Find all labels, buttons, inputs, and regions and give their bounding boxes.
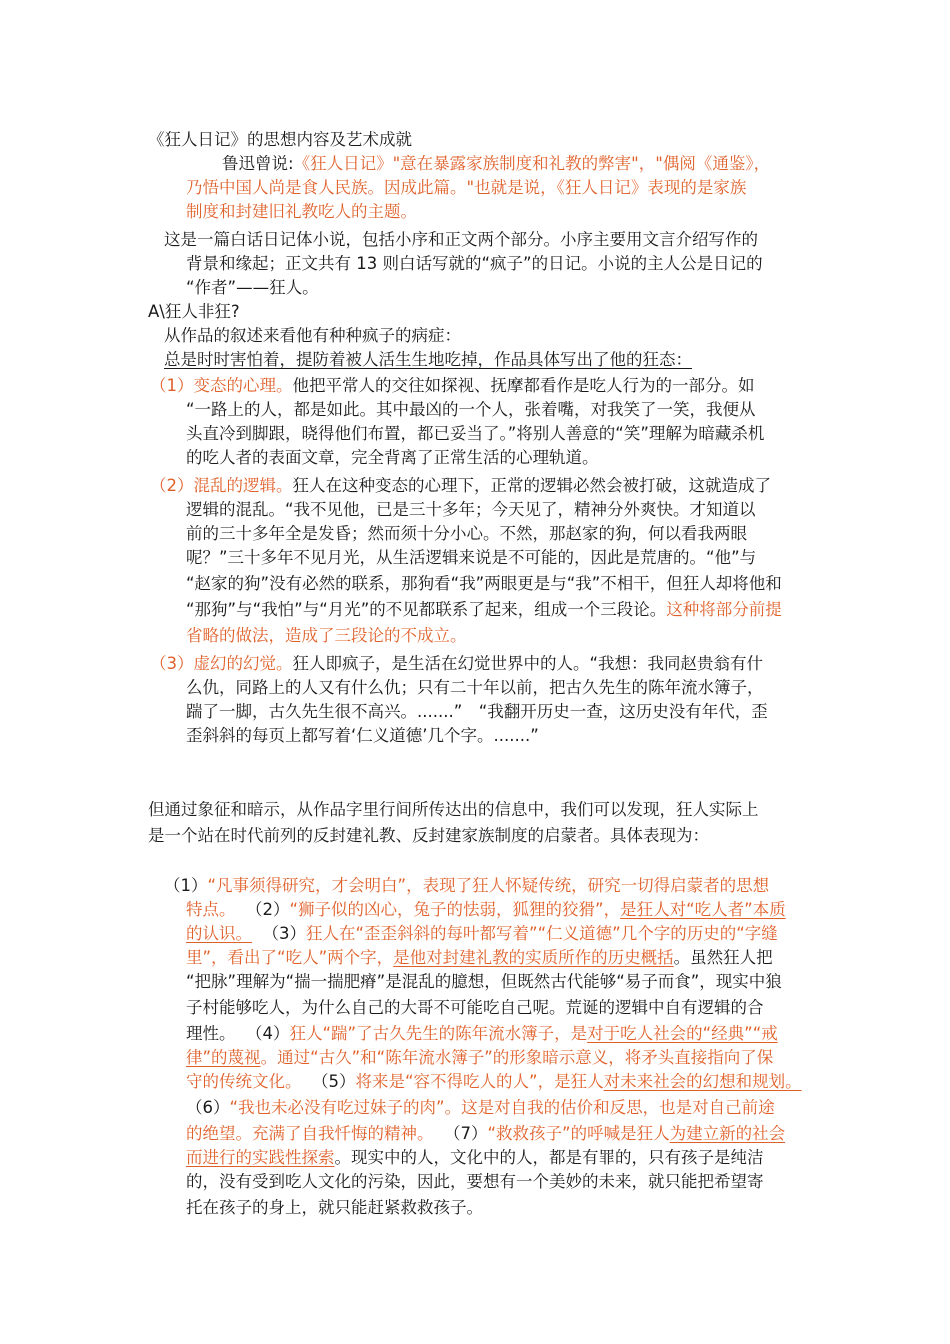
intro-line-3: 制度和封建旧礼教吃人的主题。 [186,202,417,221]
section-heading-a: A\狂人非狂? [148,302,240,321]
point-line-13: 的，没有受到吃人文化的污染，因此，要想有一个美妙的未来，就只能把希望寄 [186,1172,764,1191]
conclusion-line-2: 是一个站在时代前列的反封建礼教、反封建家族制度的启蒙者。具体表现为： [148,826,709,845]
item1-line-2: “一路上的人，都是如此。其中最凶的一个人，张着嘴，对我笑了一笑，我便从 [186,400,756,419]
point-line-6: 子村能够吃人，为什么自己的大哥不可能吃自己呢。荒诞的逻辑中自有逻辑的合 [186,998,764,1017]
item1-label: （1）变态的心理。 [150,376,293,395]
point-line-5: “把脉”理解为“揣一揣肥瘠”是混乱的臆想，但既然古代能够“易子而食”，现实中狼 [186,972,782,991]
item3-line-3: 踹了一脚，古久先生很不高兴。.......” “我翻开历史一查，这历史没有年代，歪 [186,702,768,721]
intro-quote-1: 《狂人日记》"意在暴露家族制度和礼教的弊害"，"偶阅《通鉴》， [293,154,771,173]
item2-label: （2）混乱的逻辑。 [150,476,293,495]
item2-line-5: “赵家的狗”没有必然的联系，那狗看“我”两眼更是与“我”不相干，但狂人却将他和 [186,574,782,593]
symptoms-intro: 从作品的叙述来看他有种种疯子的病症： [164,326,461,345]
overview-line-3: “作者”——狂人。 [186,278,319,297]
item3-line-2: 么仇，同路上的人又有什么仇；只有二十年以前，把古久先生的陈年流水簿子， [186,678,764,697]
item2-line-3: 前的三十多年全是发昏；然而须十分小心。不然，那赵家的狗，何以看我两眼 [186,524,747,543]
item2-line-7: 省略的做法，造成了三段论的不成立。 [186,626,467,645]
overview-line-1: 这是一篇白话日记体小说，包括小序和正文两个部分。小序主要用文言介绍写作的 [164,230,758,249]
item1-line-1: （1）变态的心理。他把平常人的交往如探视、抚摩都看作是吃人行为的一部分。如 [150,376,755,395]
item3-line-4: 歪斜斜的每页上都写着‘仁义道德’几个字。.......” [186,726,539,745]
item2-line-6: “那狗”与“我怕”与“月光”的不见都联系了起来，组成一个三段论。这种将部分前提 [186,600,782,619]
conclusion-line-1: 但通过象征和暗示，从作品字里行间所传达出的信息中，我们可以发现，狂人实际上 [148,800,759,819]
item2-line-1: （2）混乱的逻辑。狂人在这种变态的心理下，正常的逻辑必然会被打破，这就造成了 [150,476,771,495]
point-line-11: 的绝望。充满了自我忏悔的精神。 （7）“救救孩子”的呼喊是狂人为建立新的社会 [186,1124,786,1143]
overview-line-2: 背景和缘起；正文共有 13 则白话写就的“疯子”的日记。小说的主人公是日记的 [186,254,763,273]
item2-line-4: 呢？”三十多年不见月光，从生活逻辑来说是不可能的，因此是荒唐的。“他”与 [186,548,757,567]
point-line-10: （6）“我也未必没有吃过妹子的肉”。这是对自我的估价和反思，也是对自己前途 [186,1098,775,1117]
item3-line-1: （3）虚幻的幻觉。狂人即疯子，是生活在幻觉世界中的人。“我想：我同赵贵翁有什 [150,654,764,673]
item2-line-2: 逻辑的混乱。“我不见他，已是三十多年；今天见了，精神分外爽快。才知道以 [186,500,756,519]
point-line-12: 而进行的实践性探索。现实中的人，文化中的人，都是有罪的，只有孩子是纯洁 [186,1148,764,1167]
intro-prefix: 鲁迅曾说: [222,154,294,173]
point-line-2: 特点。 （2）“狮子似的凶心，兔子的怯弱，狐狸的狡猾”，是狂人对“吃人者”本质 [186,900,786,919]
document-title: 《狂人日记》的思想内容及艺术成就 [148,130,412,149]
point-line-3: 的认识。 （3）狂人在“歪歪斜斜的每叶都写着”“仁义道德”几个字的历史的“字缝 [186,924,778,943]
point-line-4: 里”，看出了“吃人”两个字，是他对封建礼教的实质所作的历史概括。虽然狂人把 [186,948,773,967]
intro-line-2: 乃悟中国人尚是食人民族。因成此篇。"也就是说，《狂人日记》表现的是家族 [186,178,747,197]
symptoms-lead: 总是时时害怕着，提防着被人活生生地吃掉，作品具体写出了他的狂态： [164,350,692,369]
point-line-14: 托在孩子的身上，就只能赶紧救救孩子。 [186,1198,483,1217]
item1-line-3: 头直冷到脚跟，晓得他们布置，都已妥当了。”将别人善意的“笑”理解为暗藏杀机 [186,424,765,443]
intro-line-1 [222,152,770,176]
point-line-8: 律”的蔑视。通过“古久”和“陈年流水簿子”的形象暗示意义，将矛头直接指向了保 [186,1048,774,1067]
point-line-7: 理性。 （4）狂人“踹”了古久先生的陈年流水簿子，是对于吃人社会的“经典”“戒 [186,1024,778,1043]
point-line-1: （1）“凡事须得研究，才会明白”，表现了狂人怀疑传统，研究一切得启蒙者的思想 [164,876,770,895]
item3-label: （3）虚幻的幻觉。 [150,654,293,673]
item1-line-4: 的吃人者的表面文章，完全背离了正常生活的心理轨道。 [186,448,599,467]
point-line-9: 守的传统文化。 （5）将来是“容不得吃人的人”，是狂人对未来社会的幻想和规划。 [186,1072,802,1091]
